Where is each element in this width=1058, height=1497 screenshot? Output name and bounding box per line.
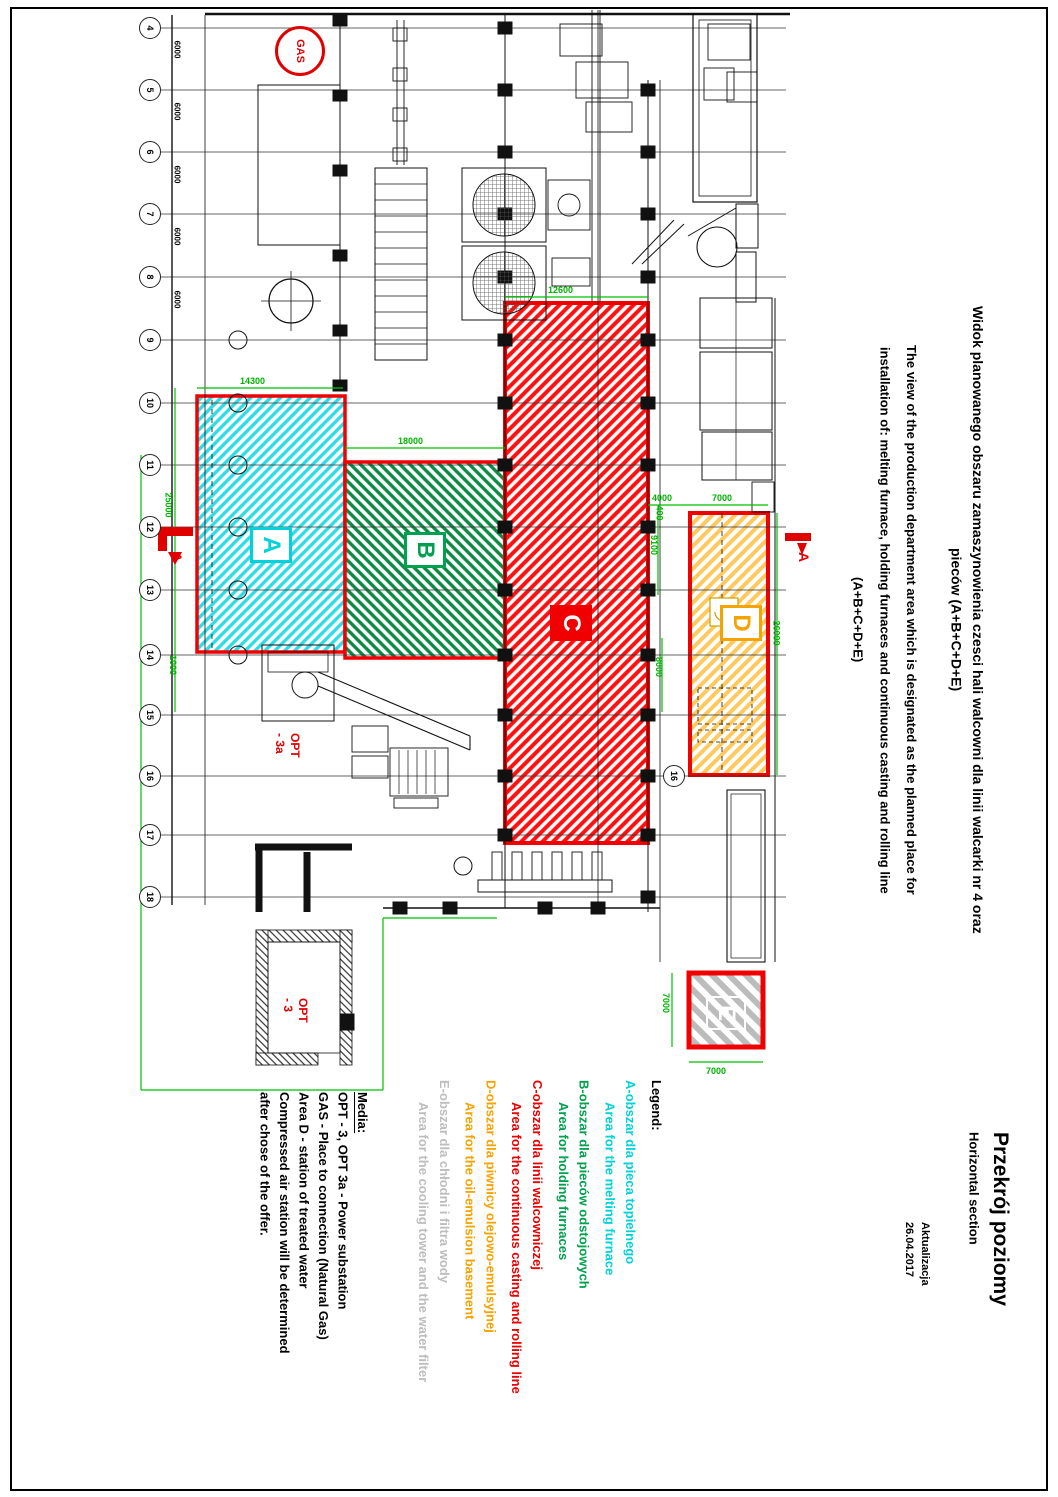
dim-a-width: 14300 <box>240 376 266 386</box>
media-line-4: Compressed air station will be determined <box>277 1092 292 1354</box>
stamp-update <box>890 1222 932 1362</box>
title-pl-line2: pieców (A+B+C+D+E) <box>948 548 965 692</box>
grid-bubble-10: 10 <box>139 392 161 414</box>
dim-e-width: 7000 <box>706 1066 727 1076</box>
zone-label-e: E <box>706 996 746 1030</box>
row-spacing-dim: 6000 <box>172 102 182 121</box>
stamp-update-date: 26.04.2017 <box>903 1222 916 1278</box>
grid-bubble-5: 5 <box>139 79 161 101</box>
legend-c-en: Area for the continuous casting and rolling line <box>509 1102 525 1394</box>
grid-bubble-9: 9 <box>139 329 161 351</box>
grid-bubble-13: 13 <box>139 579 161 601</box>
legend-d-pl: D-obszar dla piwnicy olejowo-emulsyjnej <box>483 1080 499 1333</box>
media-line-5: after chose of the offer. <box>257 1092 273 1236</box>
media-line-3: Area D - station of treated water <box>296 1092 312 1289</box>
dim-e-height: 7000 <box>661 992 672 1014</box>
section-marker-a-left: A <box>169 551 186 563</box>
grid-bubble-11: 11 <box>139 454 161 476</box>
legend-b-pl: B-obszar dla pieców odstojowych <box>576 1080 592 1289</box>
opt-3a-line2: - 3a <box>273 733 287 754</box>
opt-3a-marker <box>268 733 302 795</box>
grid-bubble-7: 7 <box>139 203 161 225</box>
title-pl-line1: Widok planowanego obszaru zamaszynowienia czesci hali walcowni dla linii walcarki nr 4 oraz <box>970 306 986 934</box>
legend-a-en: Area for the melting furnace <box>602 1102 618 1276</box>
section-marker-a-right: A <box>796 551 813 563</box>
title-en-line2: installation of: melting furnace, holding furnaces and continuous casting and rolling line <box>877 346 893 894</box>
grid-bubble-right-16: 16 <box>663 765 685 787</box>
dim-a-height: 25000 <box>163 492 174 518</box>
zone-label-b: B <box>404 532 446 568</box>
zone-label-a: A <box>250 527 292 563</box>
legend-heading: Legend: <box>649 1080 664 1131</box>
media-line-2: GAS - Place to connection (Natural Gas) <box>316 1092 331 1340</box>
dim-c-width: 12600 <box>548 285 574 295</box>
dim-c-right-small: 400 <box>654 505 665 521</box>
media-line-1: OPT - 3, OPT 3a - Power substation <box>335 1092 351 1310</box>
stamp-section <box>936 1132 1016 1342</box>
media-heading: Media: <box>355 1092 370 1134</box>
grid-bubble-15: 15 <box>139 704 161 726</box>
opt-3a-line1: OPT <box>288 733 302 758</box>
zone-label-d: D <box>720 605 762 641</box>
grid-bubble-6: 6 <box>139 141 161 163</box>
dim-d-left: 8000 <box>654 656 665 678</box>
grid-bubble-17: 17 <box>139 824 161 846</box>
dim-d-width: 7000 <box>712 493 733 503</box>
title-en-line1: The view of the production department area which is designated as the planned place for <box>904 345 919 895</box>
legend-c-pl: C-obszar dla linii walcowniczej <box>530 1080 546 1270</box>
gas-marker <box>275 26 325 76</box>
grid-bubble-18: 18 <box>139 886 161 908</box>
gas-marker-label: GAS <box>294 39 306 63</box>
row-spacing-dim: 6000 <box>172 165 182 184</box>
opt-3-line1: OPT <box>296 998 310 1023</box>
dim-a-offset: 1000 <box>168 654 179 676</box>
legend-e-en: Area for the cooling tower and the water filter <box>416 1102 432 1383</box>
grid-bubble-8: 8 <box>139 266 161 288</box>
dim-c-right: 9100 <box>649 534 660 556</box>
media-notes <box>250 1092 372 1492</box>
row-spacing-dim: 6000 <box>172 227 182 246</box>
title-en-line3: (A+B+C+D+E) <box>850 577 866 663</box>
dim-d-gap: 4000 <box>652 493 673 503</box>
legend-e-pl: E-obszar dla chłodni i filtra wody <box>436 1080 452 1283</box>
stamp-section-pl: Przekrój poziomy <box>989 1132 1012 1306</box>
stamp-section-en: Horizontal section <box>966 1132 982 1245</box>
dim-d-height: 26000 <box>771 620 782 646</box>
opt-3-line2: - 3 <box>281 998 295 1013</box>
title-polish <box>928 270 988 970</box>
grid-bubble-12: 12 <box>139 516 161 538</box>
stamp-update-label: Aktualizacja <box>919 1222 931 1286</box>
legend-b-en: Area for holding furnaces <box>555 1102 571 1261</box>
grid-bubble-14: 14 <box>139 644 161 666</box>
row-spacing-dim: 6000 <box>172 40 182 59</box>
grid-bubble-16: 16 <box>139 765 161 787</box>
legend-d-en: Area for the oil-emulsion basement <box>462 1102 478 1320</box>
dim-b-width: 18000 <box>398 436 424 446</box>
zone-label-c: C <box>550 605 592 641</box>
legend <box>402 1080 666 1490</box>
row-spacing-dim: 6000 <box>172 290 182 309</box>
grid-bubble-4: 4 <box>139 17 161 39</box>
opt-3-marker <box>276 998 310 1062</box>
legend-a-pl: A-obszar dla pieca topielnego <box>623 1080 639 1265</box>
title-english <box>848 270 924 970</box>
